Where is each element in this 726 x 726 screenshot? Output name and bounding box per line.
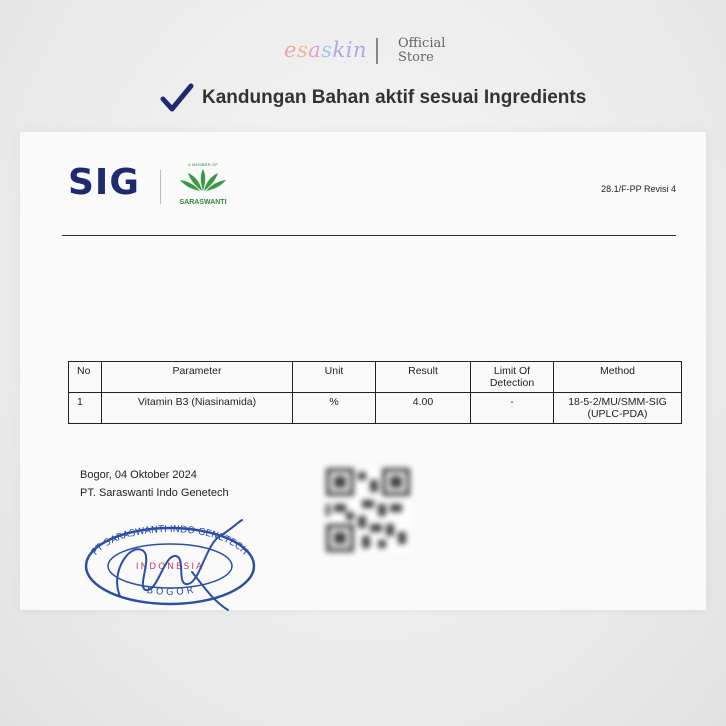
lab-certificate xyxy=(20,132,706,610)
saraswanti-leaf-icon xyxy=(178,167,228,193)
cell-result: 4.00 xyxy=(376,393,471,424)
cell-parameter: Vitamin B3 (Niasinamida) xyxy=(102,393,293,424)
stamp-bottom-text: BOGOR xyxy=(146,584,198,598)
headline xyxy=(160,82,586,114)
header-divider xyxy=(62,235,676,236)
headline-text: Kandungan Bahan aktif sesuai Ingredients xyxy=(202,87,587,108)
check-icon xyxy=(160,83,194,113)
sig-logo: SIG xyxy=(68,162,140,203)
logo-divider xyxy=(160,170,161,204)
col-method: Method xyxy=(554,362,682,393)
official-line: Official xyxy=(398,36,446,51)
cell-no: 1 xyxy=(69,393,102,424)
brand-divider xyxy=(376,38,378,64)
qr-code xyxy=(326,468,410,552)
cell-method: 18-5-2/MU/SMM-SIG (UPLC-PDA) xyxy=(554,393,682,424)
col-unit: Unit xyxy=(293,362,376,393)
esaskin-logo: esaskin xyxy=(284,38,367,62)
place-date: Bogor, 04 Oktober 2024 xyxy=(80,469,197,481)
stamp-top-text: PT SARASWANTI INDO GENETECH xyxy=(89,523,251,558)
stamp-middle-text: INDONESIA xyxy=(135,562,205,572)
col-limit-of-detection: Limit Of Detection xyxy=(471,362,554,393)
results-table xyxy=(68,361,682,424)
official-store-label xyxy=(398,37,445,65)
company-name: PT. Saraswanti Indo Genetech xyxy=(80,487,229,499)
member-of-label: A MEMBER OF xyxy=(188,162,218,167)
saraswanti-logo xyxy=(170,162,236,208)
store-line: Store xyxy=(398,50,434,65)
cell-limit: - xyxy=(471,393,554,424)
col-result: Result xyxy=(376,362,471,393)
cell-unit: % xyxy=(293,393,376,424)
company-stamp xyxy=(80,514,260,614)
saraswanti-name: SARASWANTI xyxy=(179,199,227,206)
brand-header xyxy=(0,34,726,70)
document-code: 28.1/F-PP Revisi 4 xyxy=(601,184,676,194)
col-parameter: Parameter xyxy=(102,362,293,393)
table-row xyxy=(69,393,682,424)
table-header-row xyxy=(69,362,682,393)
col-no: No xyxy=(69,362,102,393)
